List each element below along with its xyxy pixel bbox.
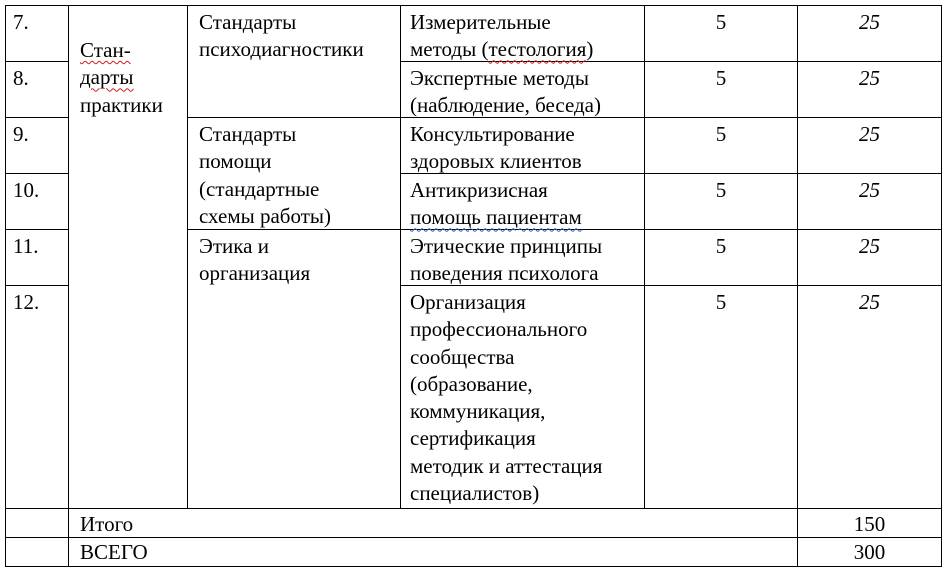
border-row9-bottom-num — [5, 173, 69, 174]
topic-line: (образование, — [410, 371, 533, 396]
border-row10-bottom-num — [5, 229, 69, 230]
topic-measurement-methods — [410, 9, 593, 64]
group-label-help-standards — [199, 121, 331, 230]
topic-professional-community — [410, 289, 602, 507]
border-table-body-bottom — [5, 508, 942, 509]
border-col-section-right — [187, 5, 188, 508]
hours-cell: 5 — [715, 234, 727, 258]
section-label-line-3: практики — [80, 92, 163, 117]
border-row7-bottom-num — [5, 61, 69, 62]
group-label-line: организация — [199, 261, 311, 286]
border-row8-bottom-num — [5, 117, 69, 118]
topic-line: (наблюдение, беседа) — [410, 93, 601, 118]
topic-line: здоровых клиентов — [410, 149, 582, 174]
row-number-9: 9. — [13, 122, 29, 146]
topic-line: помощь пациентам — [410, 205, 582, 230]
points-cell: 25 — [859, 122, 880, 146]
group-label-line: Стандарты — [199, 122, 297, 146]
row-number-10: 10. — [13, 178, 40, 202]
section-label-line-1: Стан- — [80, 38, 131, 62]
border-col-group-right — [400, 5, 401, 508]
topic-consulting — [410, 121, 582, 176]
group-label-line: схемы работы) — [199, 203, 331, 228]
row-number-8: 8. — [13, 66, 29, 90]
points-cell: 25 — [859, 178, 880, 202]
topic-line: коммуникация, — [410, 399, 546, 424]
hours-cell: 5 — [715, 122, 727, 146]
group-label-line: Стандарты — [199, 10, 297, 34]
topic-line: методик и аттестация — [410, 453, 603, 478]
grand-total-value: 300 — [853, 540, 886, 564]
points-cell: 25 — [859, 10, 880, 34]
topic-line: сообщества — [410, 344, 515, 369]
topic-line: Организация — [410, 290, 526, 314]
topic-expert-methods — [410, 65, 601, 120]
group-label-line: помощи — [199, 149, 272, 174]
topic-line: сертификация — [410, 426, 536, 451]
group-label-ethics — [199, 233, 310, 288]
group-label-psychodiagnostics — [199, 9, 364, 64]
topic-line-part: методы ( — [410, 37, 489, 62]
hours-cell: 5 — [715, 178, 727, 202]
topic-line: поведения психолога — [410, 261, 599, 286]
group-label-line: Этика и — [199, 234, 269, 258]
topic-line: Экспертные методы — [410, 66, 589, 90]
section-label-line-2: дарты — [80, 65, 134, 90]
total-value: 150 — [853, 512, 886, 536]
group-label-line: (стандартные — [199, 176, 320, 201]
group-label-line: психодиагностики — [199, 37, 364, 62]
topic-line-part-testology: тестология — [488, 37, 587, 62]
border-top — [5, 5, 942, 6]
topic-line: Этические принципы — [410, 234, 603, 258]
hours-cell: 5 — [715, 66, 727, 90]
row-number-11: 11. — [13, 234, 39, 258]
points-cell: 25 — [859, 66, 880, 90]
topic-line: профессионального — [410, 317, 588, 342]
grand-total-label: ВСЕГО — [80, 540, 148, 564]
topic-line: Измерительные — [410, 10, 551, 34]
topic-crisis-help — [410, 177, 582, 232]
topic-line: Консультирование — [410, 122, 575, 146]
border-row11-bottom-num — [5, 285, 69, 286]
topic-ethics-principles — [410, 233, 602, 288]
topic-line: Антикризисная — [410, 178, 548, 202]
points-cell: 25 — [859, 234, 880, 258]
topic-line: специалистов) — [410, 481, 540, 506]
section-label — [80, 37, 163, 119]
row-number-7: 7. — [13, 10, 29, 34]
topic-line-part: ) — [586, 37, 594, 62]
points-cell: 25 — [859, 290, 880, 314]
total-label: Итого — [80, 512, 134, 536]
hours-cell: 5 — [715, 290, 727, 314]
hours-cell: 5 — [715, 10, 727, 34]
row-number-12: 12. — [13, 290, 40, 314]
